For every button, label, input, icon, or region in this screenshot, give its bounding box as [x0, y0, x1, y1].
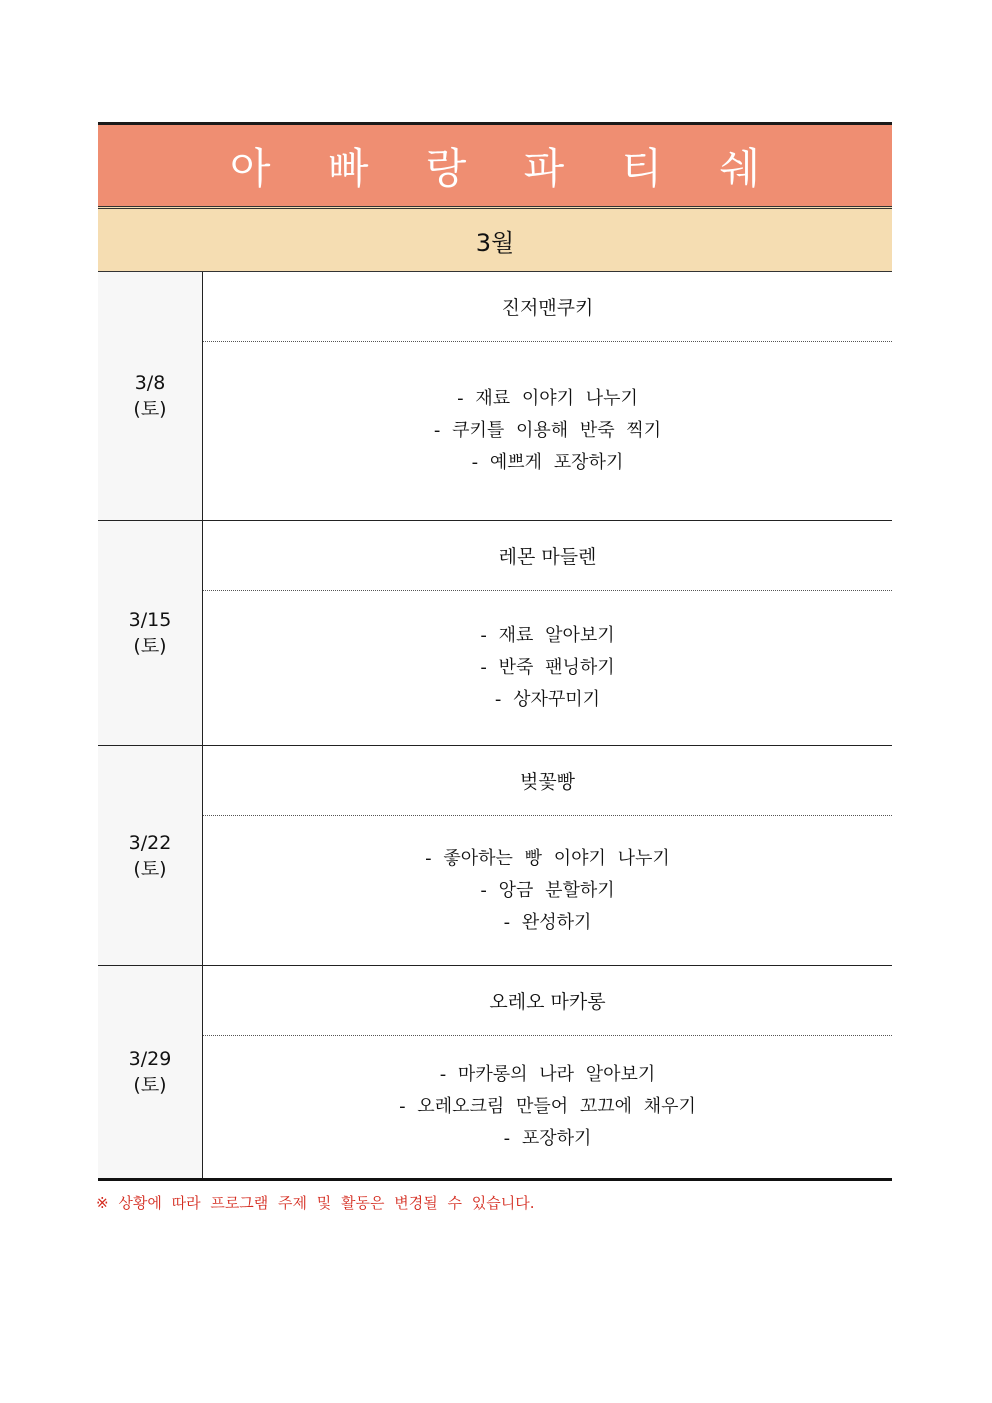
- session-day: (토): [133, 398, 167, 420]
- step-item: - 재료 알아보기: [480, 625, 615, 646]
- session-row: [98, 272, 892, 521]
- session-content: [203, 746, 892, 965]
- session-content: [203, 521, 892, 745]
- step-item: - 상자꾸미기: [494, 689, 601, 710]
- session-day: (토): [133, 635, 167, 657]
- session-day: (토): [133, 857, 167, 880]
- footnote: ※ 상황에 따라 프로그램 주제 및 활동은 변경될 수 있습니다.: [96, 1194, 535, 1212]
- step-item: - 쿠키틀 이용해 반죽 찍기: [433, 420, 662, 441]
- session-date: 3/29: [128, 1048, 172, 1070]
- session-date: 3/15: [128, 609, 172, 631]
- step-item: - 좋아하는 빵 이야기 나누기: [425, 847, 670, 869]
- session-date: 3/8: [134, 372, 166, 394]
- activity-steps: [203, 1036, 892, 1178]
- month-header: [98, 206, 892, 272]
- activity-title: 진저맨쿠키: [203, 272, 892, 342]
- activity-title: 레몬 마들렌: [203, 521, 892, 591]
- session-row: [98, 966, 892, 1181]
- step-item: - 완성하기: [503, 911, 592, 933]
- session-date-cell: [98, 966, 203, 1178]
- step-item: - 마카롱의 나라 알아보기: [439, 1064, 656, 1085]
- activity-title: 벚꽃빵: [203, 746, 892, 816]
- activity-title: 오레오 마카롱: [203, 966, 892, 1036]
- session-content: [203, 272, 892, 520]
- session-day: (토): [133, 1074, 167, 1096]
- session-date-cell: [98, 272, 203, 520]
- step-item: - 오레오크림 만들어 꼬끄에 채우기: [399, 1096, 696, 1117]
- schedule-table: [98, 122, 892, 1181]
- activity-steps: [203, 816, 892, 965]
- step-item: - 예쁘게 포장하기: [471, 452, 624, 473]
- page-title: 아 빠 랑 파 티 쉐: [229, 143, 783, 193]
- step-item: - 반죽 팬닝하기: [480, 657, 615, 678]
- session-date-cell: [98, 746, 203, 965]
- step-item: - 재료 이야기 나누기: [457, 388, 638, 409]
- session-date: 3/22: [128, 831, 172, 854]
- step-item: - 앙금 분할하기: [480, 879, 615, 901]
- step-item: - 포장하기: [503, 1128, 592, 1149]
- session-content: [203, 966, 892, 1178]
- session-row: [98, 746, 892, 966]
- session-date-cell: [98, 521, 203, 745]
- activity-steps: [203, 342, 892, 520]
- month-label: 3월: [475, 228, 515, 257]
- title-banner: [98, 122, 892, 206]
- activity-steps: [203, 591, 892, 745]
- session-row: [98, 521, 892, 746]
